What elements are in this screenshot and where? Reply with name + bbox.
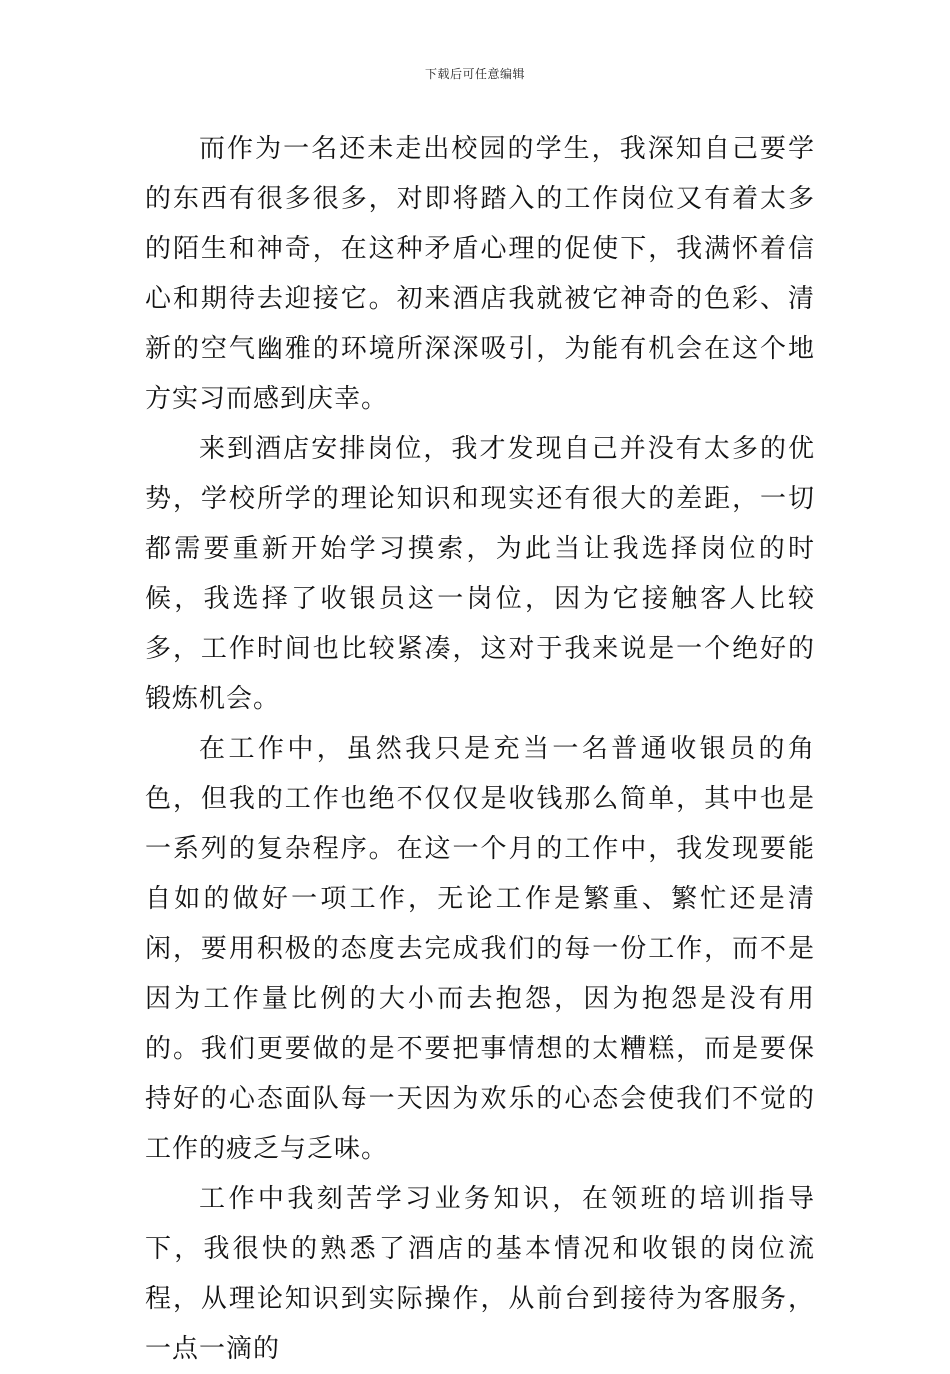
page-header: 下载后可任意编辑 [424, 67, 525, 81]
paragraph: 在工作中，虽然我只是充当一名普通收银员的角色，但我的工作也绝不仅仅是收钱那么简单，其中也是一系列的复杂程序。在这一个月的工作中，我发现要能自如的做好一项工作，无论工作是繁重、繁忙还是清闲，要用积极的态度去完成我们的每一份工作，而不是因为工作量比例的大小而去抱怨，因为抱怨是没有用的。我们更要做的是不要把事情想的太糟糕，而是要保持好的心态面队每一天因为欢乐的心态会使我们不觉的工作的疲乏与乏味。 [145, 734, 815, 1164]
paragraph: 来到酒店安排岗位，我才发现自己并没有太多的优势，学校所学的理论知识和现实还有很大的差距，一切都需要重新开始学习摸索，为此当让我选择岗位的时候，我选择了收银员这一岗位，因为它接触客人比较多，工作时间也比较紧凑，这对于我来说是一个绝好的锻炼机会。 [145, 434, 815, 714]
paragraph: 工作中我刻苦学习业务知识，在领班的培训指导下，我很快的熟悉了酒店的基本情况和收银的岗位流程，从理论知识到实际操作，从前台到接待为客服务，一点一滴的 [145, 1184, 815, 1364]
paragraph: 而作为一名还未走出校园的学生，我深知自己要学的东西有很多很多，对即将踏入的工作岗位又有着太多的陌生和神奇，在这种矛盾心理的促使下，我满怀着信心和期待去迎接它。初来酒店我就被它神奇的色彩、清新的空气幽雅的环境所深深吸引，为能有机会在这个地方实习而感到庆幸。 [145, 134, 815, 414]
document-body [145, 124, 815, 1374]
